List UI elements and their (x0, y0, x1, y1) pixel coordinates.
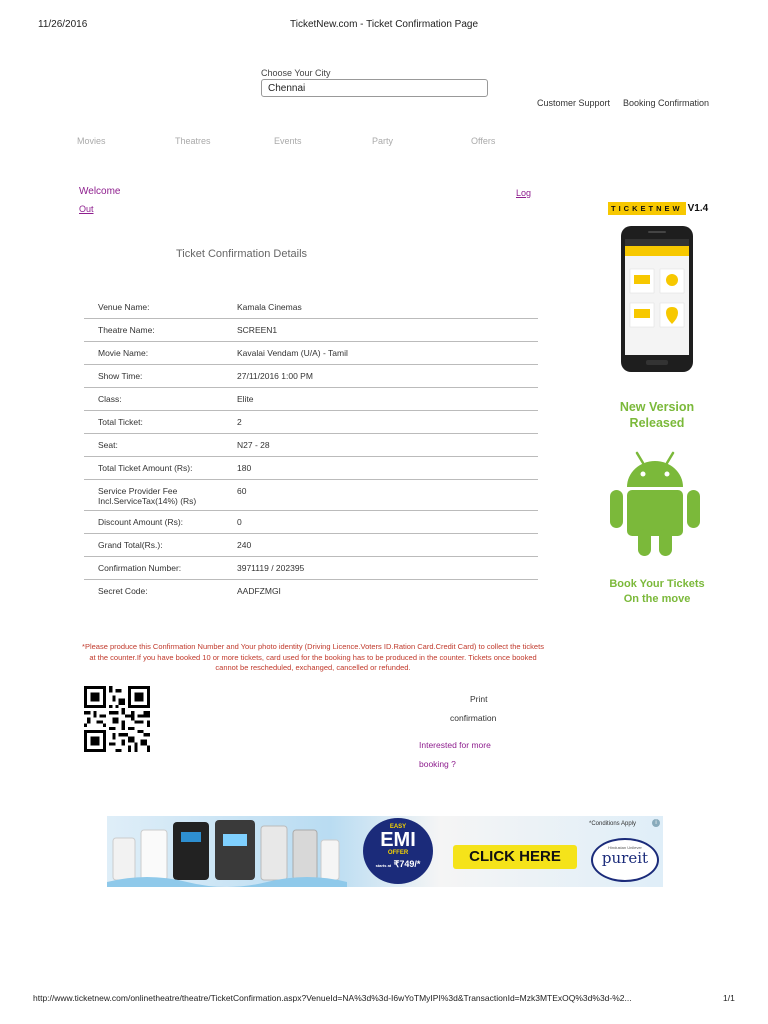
more-booking-link-line1[interactable]: Interested for more (419, 740, 491, 750)
row-value: 60 (237, 480, 538, 511)
city-label: Choose Your City (261, 68, 331, 78)
promo-line2: On the move (623, 593, 691, 605)
emi-main: EMI (380, 829, 416, 851)
qr-code (84, 686, 150, 752)
table-row (84, 342, 538, 365)
customer-support-link[interactable]: Customer Support (537, 98, 611, 108)
nav-party[interactable]: Party (372, 136, 394, 146)
row-label: Venue Name: (84, 296, 237, 319)
emi-price-prefix: starts at (375, 863, 392, 868)
row-label: Total Ticket: (84, 411, 237, 434)
ad-info-icon[interactable]: i (652, 819, 660, 827)
book-on-move-promo (592, 577, 722, 607)
more-booking-link-line2[interactable]: booking ? (419, 759, 456, 769)
row-value: 2 (237, 411, 538, 434)
row-value: Elite (237, 388, 538, 411)
terms-notice: *Please produce this Confirmation Number and Your photo identity (Driving Licence.Voters ID.Ration Card.Credit Card) to collect the tickets at the counter.If you have booked 10 or more tickets, card used for the booking has to be produced in the counter. Tickets once booked cannot be rescheduled, exchanged, cancelled or refunded. (82, 642, 544, 672)
footer-page-number: 1/1 (723, 993, 735, 1003)
nav-offers[interactable]: Offers (471, 136, 496, 146)
row-label: Theatre Name: (84, 319, 237, 342)
row-label: Seat: (84, 434, 237, 457)
brand-small: Hindustan Unilever (608, 845, 642, 850)
row-value: SCREEN1 (237, 319, 538, 342)
row-label: Service Provider Fee Incl.ServiceTax(14%) (Rs) (84, 480, 237, 511)
row-value: AADFZMGI (237, 586, 281, 596)
table-row (84, 319, 538, 342)
welcome-text: Welcome (79, 186, 121, 197)
advertisement-banner[interactable] (107, 816, 663, 887)
row-value: 240 (237, 534, 538, 557)
promo-line2: Released (629, 416, 685, 430)
row-label: Grand Total(Rs.): (84, 534, 237, 557)
nav-theatres[interactable]: Theatres (175, 136, 211, 146)
row-value: 0 (237, 511, 538, 534)
table-row (84, 480, 538, 511)
print-date: 11/26/2016 (38, 19, 88, 30)
row-label: Class: (84, 388, 237, 411)
nav-events[interactable]: Events (274, 136, 302, 146)
footer-url: http://www.ticketnew.com/onlinetheatre/theatre/TicketConfirmation.aspx?VenueId=NA%3d%3d-I6wYoTMyIPI%3d&TransactionId=Mzk3MTExOQ%3d%3d-%2... (33, 993, 632, 1003)
new-version-promo (598, 399, 716, 431)
app-version: V1.4 (687, 203, 709, 214)
row-label: Confirmation Number: (84, 557, 237, 580)
android-icon[interactable] (607, 449, 703, 557)
conditions-apply: *Conditions Apply (589, 821, 637, 827)
table-row (84, 457, 538, 480)
print-link-line2[interactable]: confirmation (450, 713, 497, 723)
table-row (84, 411, 538, 434)
section-title: Ticket Confirmation Details (176, 248, 308, 260)
row-value: 27/11/2016 1:00 PM (237, 365, 538, 388)
city-select[interactable]: Chennai (261, 79, 488, 97)
emi-price: ₹749/* (393, 859, 421, 869)
emi-sub: OFFER (387, 850, 409, 856)
row-label: Total Ticket Amount (Rs): (84, 457, 237, 480)
emi-offer-badge (363, 818, 433, 884)
table-row (84, 511, 538, 534)
row-value: 180 (237, 457, 538, 480)
table-row (84, 434, 538, 457)
booking-confirmation-link[interactable]: Booking Confirmation (623, 98, 710, 108)
ticketnew-logo (608, 198, 709, 214)
print-page-title: TicketNew.com - Ticket Confirmation Page (289, 19, 479, 30)
row-label: Movie Name: (84, 342, 237, 365)
table-row (84, 365, 538, 388)
brand-name: pureit (601, 849, 649, 867)
row-label: Show Time: (84, 365, 237, 388)
logout-link-part1[interactable]: Log (516, 188, 532, 198)
row-value: Kamala Cinemas (237, 296, 538, 319)
phone-app-image[interactable] (620, 225, 694, 373)
promo-line1: New Version (619, 400, 695, 414)
print-link-line1[interactable]: Print (470, 694, 488, 704)
table-row (84, 534, 538, 557)
row-value: N27 - 28 (237, 434, 538, 457)
logout-link-part2[interactable]: Out (79, 204, 94, 214)
row-label: Secret Code: (98, 586, 148, 596)
click-here-button[interactable]: CLICK HERE (453, 845, 577, 869)
table-row (84, 580, 538, 603)
pureit-logo (591, 838, 659, 882)
nav-movies[interactable]: Movies (77, 136, 106, 146)
row-value: Kavalai Vendam (U/A) - Tamil (237, 342, 538, 365)
ticket-details-table (84, 296, 538, 602)
row-label: Discount Amount (Rs): (84, 511, 237, 534)
promo-line1: Book Your Tickets (609, 578, 705, 590)
logo-text: TICKETNEW (608, 202, 686, 215)
row-value: 3971119 / 202395 (237, 557, 538, 580)
table-row (84, 388, 538, 411)
table-row (84, 557, 538, 580)
emi-top: EASY (389, 824, 407, 830)
table-row (84, 296, 538, 319)
